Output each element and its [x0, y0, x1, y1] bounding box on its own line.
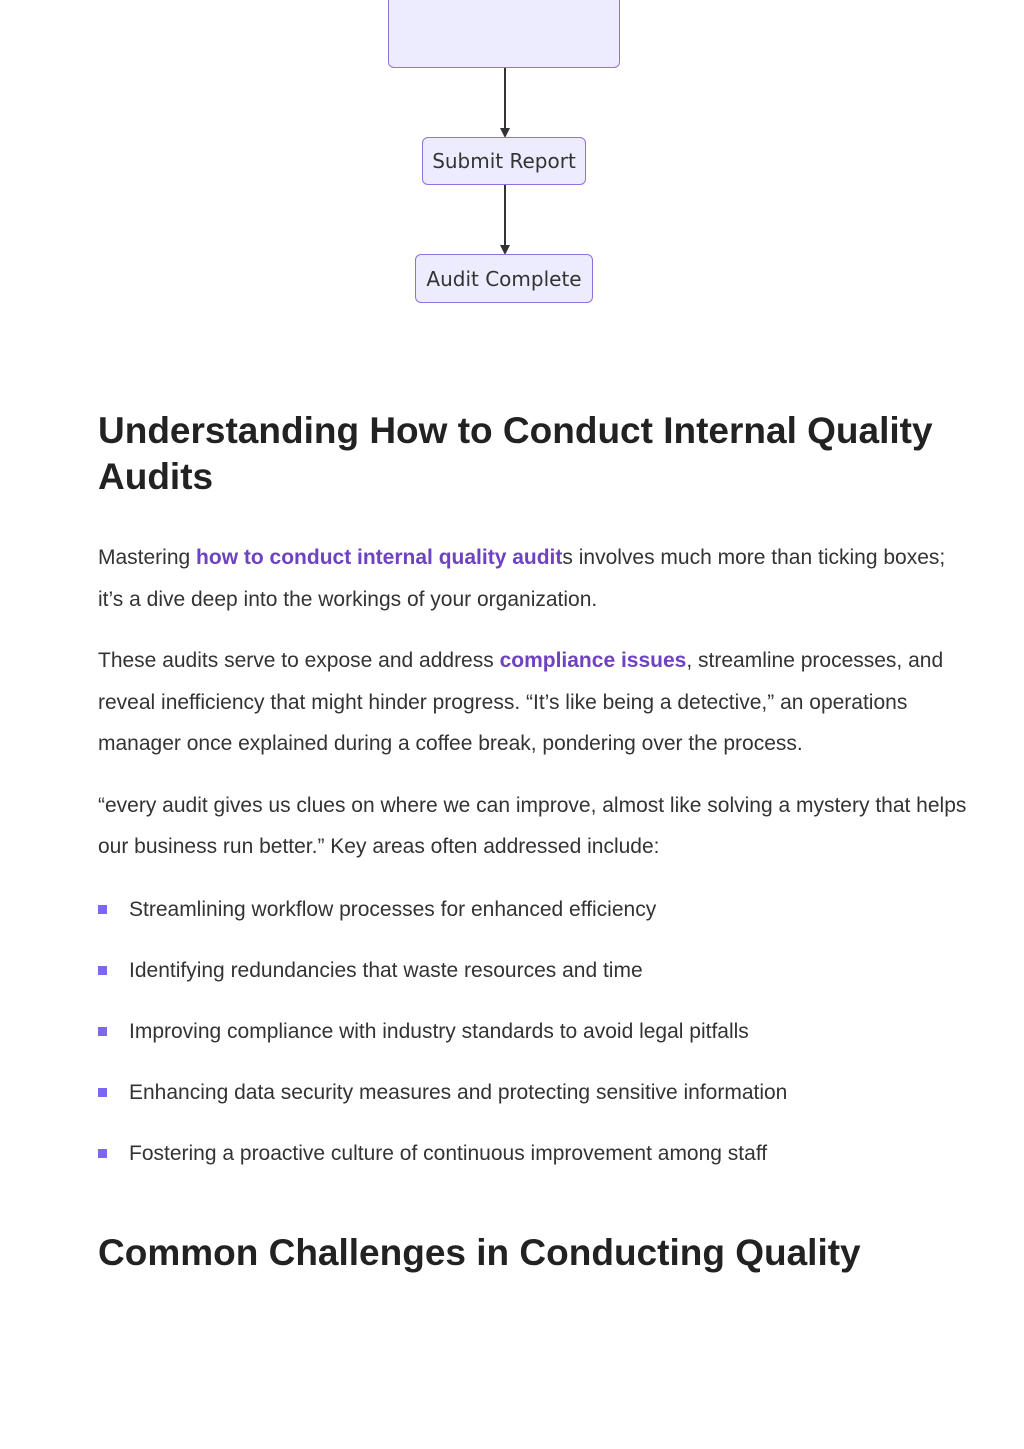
paragraph-audits-serve [98, 640, 968, 765]
bullet-square-icon [98, 1149, 107, 1158]
paragraph-text: s involves much more than ticking boxes; it’s a dive deep into the workings of your organization. [98, 546, 946, 611]
bullet-square-icon [98, 966, 107, 975]
flowchart [0, 0, 1024, 320]
paragraph-every-audit: “every audit gives us clues on where we can improve, almost like solving a mystery that helps our business run better.” Key areas often addressed include: [98, 793, 967, 858]
paragraph-mastering [98, 537, 968, 620]
list-item [98, 1140, 968, 1168]
flow-node-submit-report: Submit Report [422, 137, 586, 185]
bullet-square-icon [98, 905, 107, 914]
list-item [98, 896, 968, 924]
section-heading-common-challenges: Common Challenges in Conducting Quality [98, 1231, 861, 1273]
list-item-text: Improving compliance with industry standards to avoid legal pitfalls [129, 1019, 749, 1043]
flow-node-previous [388, 0, 620, 68]
link-internal-quality-audit[interactable]: how to conduct internal quality audit [196, 546, 563, 569]
list-item-text: Identifying redundancies that waste resources and time [129, 958, 643, 982]
key-areas-list [98, 896, 968, 1168]
link-compliance-issues[interactable]: compliance issues [499, 649, 687, 672]
list-item-text: Streamlining workflow processes for enhanced efficiency [129, 897, 657, 921]
list-item [98, 957, 968, 985]
list-item-text: Enhancing data security measures and protecting sensitive information [129, 1080, 788, 1104]
section-heading-understanding: Understanding How to Conduct Internal Quality Audits [98, 410, 933, 497]
list-item-text: Fostering a proactive culture of continuous improvement among staff [129, 1141, 768, 1165]
bullet-square-icon [98, 1088, 107, 1097]
bullet-square-icon [98, 1027, 107, 1036]
list-item [98, 1079, 968, 1107]
article-content [98, 408, 968, 1276]
paragraph-text: , streamline processes, and reveal inefficiency that might hinder progress. “It’s like being a detective,” an operations manager once explained during a coffee break, pondering over the process. [98, 649, 944, 755]
paragraph-text: Mastering [98, 546, 197, 569]
flow-node-audit-complete: Audit Complete [415, 254, 593, 303]
list-item [98, 1018, 968, 1046]
paragraph-text: These audits serve to expose and address [98, 649, 500, 672]
